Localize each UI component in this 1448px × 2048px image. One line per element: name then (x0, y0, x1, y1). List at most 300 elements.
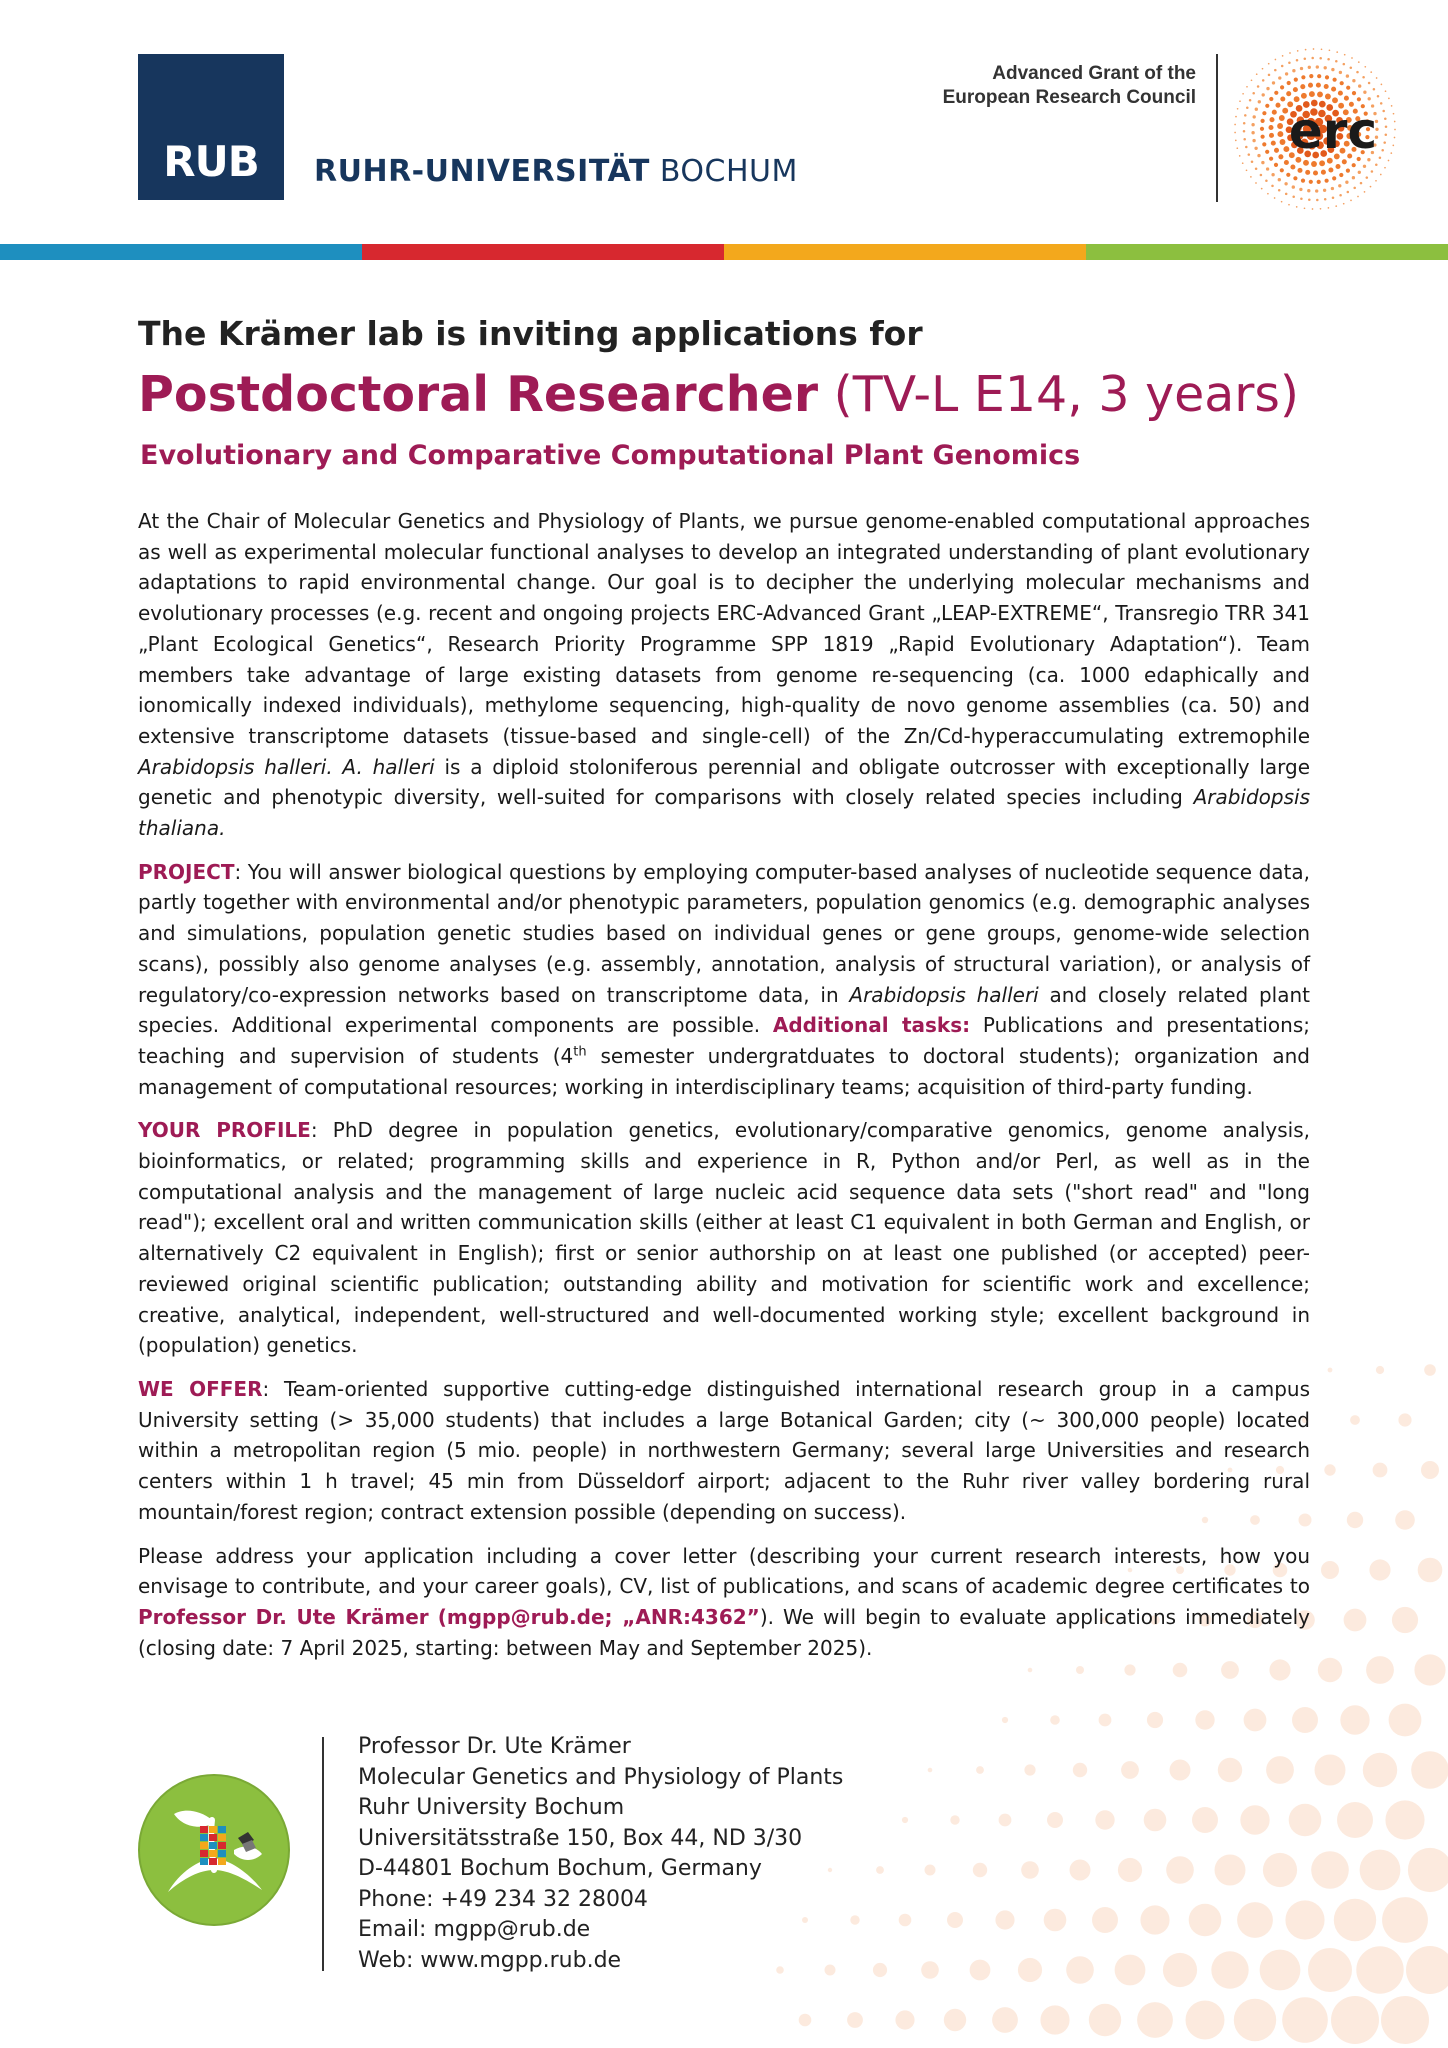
background-dot (1044, 1909, 1067, 1932)
erc-logo-dot (1293, 176, 1297, 180)
erc-logo-dot (1294, 78, 1298, 82)
erc-logo-dot (1352, 79, 1355, 82)
erc-logo-dot (1261, 135, 1265, 139)
erc-logo-dot (1382, 110, 1385, 113)
background-dot (992, 2007, 1018, 2033)
erc-logo-dot (1312, 208, 1314, 210)
erc-logo-dot (1262, 79, 1265, 82)
erc-logo-dot (1300, 84, 1305, 89)
erc-logo-dot (1251, 161, 1254, 164)
erc-logo-dot (1357, 97, 1361, 101)
background-dot (1360, 1850, 1401, 1891)
stripe-green (1086, 244, 1448, 260)
stripe-orange (724, 244, 1086, 260)
background-dot (1115, 1955, 1146, 1986)
erc-logo-dot (1236, 147, 1238, 149)
erc-logo-dot (1300, 197, 1303, 200)
erc-logo-dot (1272, 81, 1275, 84)
background-dot (1340, 1705, 1369, 1734)
profile-paragraph (138, 1115, 1310, 1361)
background-dot (1195, 1710, 1214, 1729)
background-dot (947, 1912, 963, 1928)
background-dot (1414, 1654, 1445, 1685)
erc-logo-dot (1321, 170, 1326, 175)
erc-logo-dot (1331, 87, 1336, 92)
headline-intro: The Krämer lab is inviting applications for (138, 314, 923, 353)
erc-logo-dot (1301, 179, 1305, 183)
job-title-details: (TV-L E14, 3 years) (833, 366, 1300, 423)
project-text-1: : You will answer biological questions by employing computer-based analyses of nucleotide sequence data, partly together with environmental and/or phenotypic parameters, population genomics (e.g. demographic analyses and simulations, population genetic studies based on individual genes or gene groups, genome-wide selection scans), possibly also genome analyses (e.g. assembly, annotation, analysis of structural variation), or analysis of regulatory/co-expression networks based on transcriptome data, in (138, 859, 1310, 1007)
rub-logo (138, 54, 284, 200)
erc-logo-dot (1325, 94, 1331, 100)
background-dot (1024, 1764, 1035, 1775)
erc-logo-dot (1274, 148, 1279, 153)
background-dot (1324, 1464, 1335, 1475)
erc-logo-dot (1308, 199, 1311, 202)
project-text-2: and closely related plant species. Additional experimental components are possible. (138, 982, 1311, 1038)
erc-logo-dot (1335, 164, 1340, 169)
erc-logo-dot (1346, 74, 1349, 77)
background-dot (1382, 1897, 1428, 1943)
background-dot (1285, 1900, 1324, 1939)
background-dot (1040, 2005, 1069, 2034)
job-title (138, 366, 1299, 423)
erc-logo-dot (1262, 111, 1266, 115)
background-dot (973, 1863, 987, 1877)
background-dot (1334, 1899, 1376, 1941)
erc-logo-dot (1352, 163, 1356, 167)
erc-logo-dot (1328, 207, 1330, 209)
erc-logo-dot (1381, 149, 1384, 152)
erc-logo-dot (1271, 173, 1274, 176)
erc-logo-dot (1325, 179, 1329, 183)
erc-logo-dot (1323, 189, 1326, 192)
background-dot (1311, 1851, 1349, 1889)
background-dot (850, 1915, 859, 1924)
erc-logo-dot (1253, 115, 1256, 118)
erc-logo-dot (1309, 180, 1313, 184)
background-dot (1318, 1658, 1342, 1682)
erc-logo-dot (1293, 87, 1298, 92)
background-dot (902, 1817, 908, 1823)
erc-logo-dot (1321, 48, 1323, 50)
erc-logo-dot (1356, 71, 1359, 74)
erc-logo-dot (1266, 87, 1269, 90)
background-dot (1047, 1812, 1063, 1828)
erc-logo-dot (1339, 71, 1342, 74)
rub-logo-text: RUB (163, 137, 259, 186)
background-dot (1211, 1951, 1248, 1988)
erc-logo-dot (1311, 57, 1314, 60)
erc-logo-dot (1324, 66, 1327, 69)
erc-logo-dot (1380, 102, 1383, 105)
erc-logo-dot (1239, 155, 1241, 157)
erc-logo-dot (1285, 193, 1288, 196)
erc-logo-dot (1237, 108, 1239, 110)
erc-logo-dot (1265, 104, 1269, 108)
erc-line-1: Advanced Grant of the (992, 63, 1196, 84)
erc-logo-dot (1277, 123, 1283, 129)
erc-logo-dot (1278, 154, 1283, 159)
job-description (138, 506, 1310, 1676)
background-dot (970, 1960, 991, 1981)
erc-logo-dot (1242, 162, 1244, 164)
background-dot (1170, 1760, 1191, 1781)
background-dot (1070, 1860, 1091, 1881)
erc-logo-dot (1261, 119, 1265, 123)
footer-divider (322, 1737, 324, 1971)
background-dot (1002, 1717, 1008, 1723)
erc-logo-dot (1390, 152, 1392, 154)
erc-logo-dot (1328, 167, 1333, 172)
erc-logo-dot (1271, 141, 1276, 146)
erc-logo-dot (1313, 48, 1315, 50)
contact-address (358, 1732, 843, 1976)
erc-logo-dot (1317, 91, 1323, 97)
erc-logo-dot (1288, 204, 1290, 206)
erc-logo-dot (1255, 167, 1258, 170)
background-dot (1369, 1559, 1390, 1580)
erc-logo-dot (1311, 161, 1317, 167)
erc-logo-dot (1299, 188, 1302, 191)
university-name-regular: BOCHUM (659, 154, 798, 189)
background-dot (1050, 1715, 1060, 1725)
erc-logo-dot (1265, 150, 1269, 154)
university-name-bold: RUHR-UNIVERSITÄT (314, 154, 650, 189)
erc-logo-dot (1278, 178, 1281, 181)
erc-logo-dot (1335, 205, 1337, 207)
erc-logo-dot (1352, 176, 1355, 179)
erc-logo-dot (1275, 103, 1280, 108)
erc-logo-dot (1246, 106, 1249, 109)
address-line: Universitätsstraße 150, Box 44, ND 3/30 (358, 1825, 803, 1851)
erc-logo-dot (1351, 57, 1353, 59)
erc-logo-dot (1325, 75, 1329, 79)
erc-logo-dot (1261, 161, 1264, 164)
erc-logo-dot (1394, 121, 1396, 123)
erc-logo-dot (1251, 79, 1253, 81)
profile-label: YOUR PROFILE (138, 1118, 311, 1143)
erc-logo-dot (1344, 54, 1346, 56)
background-dot (1282, 1997, 1328, 2043)
erc-logo-dot (1309, 74, 1313, 78)
erc-logo-dot (1278, 76, 1281, 79)
background-dot (1215, 1855, 1246, 1886)
erc-logo-dot (1246, 86, 1248, 88)
erc-grant-label (943, 62, 1196, 110)
erc-logo-dot (1246, 169, 1248, 171)
erc-logo-dot (1277, 131, 1283, 137)
erc-logo-dot (1313, 170, 1318, 175)
erc-logo-dot (1358, 61, 1360, 63)
erc-logo-dot (1269, 157, 1273, 161)
erc-logo-dot (1381, 84, 1383, 86)
erc-logo-dot (1296, 59, 1299, 62)
erc-logo-dot (1288, 62, 1291, 65)
erc-logo-dot (1308, 66, 1311, 69)
erc-logo-dot (1333, 78, 1337, 82)
background-dot (1381, 1996, 1429, 2044)
erc-logo-dot (1316, 199, 1319, 202)
tasks-text-1: Publications and presentations; teaching and supervision of students (4 (138, 1013, 1310, 1068)
erc-logo-dot (1268, 125, 1273, 130)
erc-logo-dot (1305, 170, 1310, 175)
erc-logo-dot (1342, 159, 1347, 164)
erc-logo-dot (1260, 174, 1263, 177)
background-dot (899, 1914, 912, 1927)
erc-logo-dot (1380, 174, 1382, 176)
erc-logo-dot (1347, 191, 1350, 194)
erc-logo-dot (1375, 180, 1377, 182)
background-dot (1331, 1996, 1379, 2044)
erc-logo-text: erc (1288, 102, 1378, 160)
erc-logo-dot (1244, 114, 1247, 117)
erc-logo-dot (1346, 86, 1350, 90)
background-dot (995, 1910, 1014, 1929)
erc-logo-dot (1281, 65, 1284, 68)
background-dot (1350, 1415, 1360, 1425)
erc-logo-dot (1297, 168, 1302, 173)
erc-logo-dot (1350, 200, 1352, 202)
background-dot (1099, 1714, 1112, 1727)
intro-species-1: Arabidopsis halleri. A. halleri (138, 754, 435, 779)
erc-line-2: European Research Council (942, 87, 1196, 108)
erc-logo-dot (1366, 176, 1369, 179)
stripe-blue (0, 244, 362, 260)
background-dot (1218, 1758, 1242, 1782)
erc-logo-dot (1340, 81, 1344, 85)
erc-logo-dot (1339, 194, 1342, 197)
background-dot (1244, 1709, 1267, 1732)
erc-logo-dot (1255, 182, 1257, 184)
project-species: Arabidopsis halleri (849, 982, 1039, 1007)
background-dot (1395, 1510, 1415, 1530)
background-dot (1321, 1561, 1339, 1579)
background-dot (1140, 1905, 1169, 1934)
erc-logo-dot (1360, 182, 1363, 185)
erc-logo-dot (1252, 92, 1255, 95)
erc-logo-dot (1363, 165, 1366, 168)
erc-logo-dot (1317, 74, 1321, 78)
erc-logo-dot (1385, 125, 1388, 128)
erc-logo-dot (1243, 130, 1246, 133)
erc-logo-dot (1388, 98, 1390, 100)
erc-logo-dot (1335, 60, 1338, 63)
background-dot (1234, 1999, 1276, 2041)
background-dot (1344, 1609, 1367, 1632)
erc-logo-dot (1296, 206, 1298, 208)
background-dot (1418, 1558, 1443, 1583)
background-dot (1289, 1804, 1322, 1837)
erc-logo-dot (1338, 91, 1343, 96)
erc-logo-dot (1274, 69, 1277, 72)
background-dot (1421, 1461, 1439, 1479)
address-line: Email: mgpp@rub.de (358, 1917, 591, 1942)
erc-logo-dot (1287, 81, 1291, 85)
erc-logo-dot (1343, 203, 1345, 205)
background-dot (1376, 1366, 1384, 1374)
erc-logo-dot (1338, 184, 1341, 187)
erc-logo-dot (1286, 173, 1290, 177)
erc-logo-dot (1332, 176, 1336, 180)
erc-logo-dot (1280, 96, 1285, 101)
erc-logo-dot (1336, 51, 1338, 53)
erc-logo-dot (1370, 71, 1372, 73)
erc-logo-dot (1373, 88, 1376, 91)
application-paragraph (138, 1541, 1310, 1664)
erc-logo-dot (1243, 138, 1246, 141)
erc-logo-dot (1368, 82, 1371, 85)
erc-logo-dot (1265, 180, 1268, 183)
erc-logo-dot (1284, 160, 1289, 165)
erc-logo-dot (1379, 157, 1382, 160)
erc-logo-dot (1345, 181, 1348, 184)
erc-logo-dot (1304, 57, 1307, 60)
background-dot (1260, 1950, 1301, 1991)
erc-logo-dot (1332, 196, 1335, 199)
erc-logo-dot (1280, 168, 1284, 172)
background-dot (1337, 1802, 1373, 1838)
erc-logo-dot (1251, 131, 1254, 134)
erc-logo-dot (1285, 72, 1288, 75)
background-dot (1424, 1364, 1436, 1376)
background-dot (1292, 1707, 1318, 1733)
erc-logo-dot (1234, 124, 1236, 126)
background-dot (950, 1815, 959, 1824)
address-line: Professor Dr. Ute Krämer (358, 1734, 631, 1759)
tasks-superscript: th (573, 1044, 587, 1060)
background-dot (1263, 1853, 1297, 1887)
tasks-text-2: semester undergratduates to doctoral students); organization and management of computational resources; working in interdisciplinary teams; acquisition of third-party funding. (138, 1043, 1310, 1099)
erc-logo-dot (1307, 189, 1310, 192)
erc-logo-dot (1331, 68, 1334, 71)
color-stripe-bar (0, 244, 1448, 260)
erc-logo-dot (1376, 77, 1378, 79)
background-dot (944, 2009, 966, 2031)
application-contact-name: Professor Dr. Ute Krämer (138, 1604, 429, 1629)
erc-logo-dot (1274, 197, 1276, 199)
erc-logo-dot (1319, 160, 1325, 166)
background-dot (847, 2012, 863, 2028)
erc-logo-dot (1252, 139, 1255, 142)
erc-logo-dot (1272, 110, 1277, 115)
job-subtitle: Evolutionary and Comparative Computational Plant Genomics (140, 440, 1081, 471)
erc-logo-dot (1260, 127, 1264, 131)
background-dot (1066, 1956, 1094, 1984)
background-dot (1144, 1809, 1167, 1832)
background-dot (1389, 1704, 1422, 1737)
application-text-1: Please address your application including a cover letter (describing your current research interests, how you envisage to contribute, and your career goals), CV, list of publications, and scans of academic degree certificates to (138, 1543, 1310, 1599)
erc-logo-dot (1249, 99, 1252, 102)
background-dot (1021, 1861, 1039, 1879)
erc-logo-dot (1384, 118, 1387, 121)
intro-species-2: Arabidopsis thaliana. (138, 785, 1310, 841)
erc-logo-dot (1267, 193, 1269, 195)
erc-logo-dot (1385, 133, 1388, 136)
erc-logo-dot (1292, 195, 1295, 198)
erc-logo-dot (1274, 91, 1278, 95)
erc-logo-dot (1242, 93, 1244, 95)
background-dot (1411, 1751, 1448, 1789)
erc-logo-dot (1248, 153, 1251, 156)
erc-logo-dot (1300, 67, 1303, 70)
application-contact-email: (mgpp@rub.de; „ANR:4362” (437, 1604, 760, 1629)
erc-logo-dot (1280, 139, 1286, 145)
background-dot (1237, 1902, 1273, 1938)
project-label: PROJECT (138, 859, 235, 884)
erc-logo-dot (1392, 145, 1394, 147)
erc-logo-dot (1245, 146, 1248, 149)
erc-logo-dot (1370, 186, 1372, 188)
erc-logo-dot (1239, 100, 1241, 102)
erc-logo-dot (1331, 187, 1334, 190)
background-dot (1092, 1907, 1118, 1933)
address-line: Phone: +49 234 32 28004 (358, 1886, 648, 1912)
background-dot (1385, 1800, 1424, 1839)
erc-logo-dot (1297, 50, 1299, 52)
background-dot (1408, 1848, 1448, 1892)
intro-text-2: is a diploid stoloniferous perennial and obligate outcrosser with exceptionally large genetic and phenotypic diversity, well-suited for comparisons with closely related species including (138, 754, 1310, 810)
erc-logo-dot (1363, 91, 1366, 94)
erc-logo-dot (1368, 97, 1371, 100)
erc-logo-dot (1275, 59, 1277, 61)
erc-logo-dot (1255, 108, 1258, 111)
project-paragraph (138, 857, 1310, 1103)
erc-logo-dot (1274, 163, 1278, 167)
erc-logo-dot (1384, 167, 1386, 169)
erc-logo-dot (1234, 132, 1236, 134)
background-dot (1240, 1805, 1269, 1834)
erc-logo-dot (1254, 147, 1257, 150)
background-dot (1366, 1656, 1394, 1684)
background-dot (1266, 1756, 1294, 1784)
erc-logo-dot (1292, 185, 1295, 188)
background-dot (1095, 1810, 1114, 1829)
erc-logo-dot (1316, 83, 1321, 88)
background-dot (1186, 2001, 1225, 2040)
address-line: Ruhr University Bochum (358, 1795, 625, 1820)
erc-logo-dot (1286, 91, 1291, 96)
erc-logo-dot (1250, 176, 1252, 178)
erc-logo-dot (1320, 208, 1322, 210)
erc-logo-dot (1344, 96, 1349, 101)
background-dot (1118, 1858, 1142, 1882)
erc-logo-dot (1329, 49, 1331, 51)
background-dot (1363, 1753, 1397, 1787)
offer-label: WE OFFER (138, 1376, 263, 1401)
offer-paragraph (138, 1374, 1310, 1528)
erc-logo-dot (1258, 100, 1261, 103)
erc-logo-dot (1364, 191, 1366, 193)
mgpp-plant-logo (138, 1774, 290, 1926)
erc-logo-dot (1235, 116, 1237, 118)
erc-logo-dot (1339, 173, 1343, 177)
erc-logo (1230, 44, 1400, 214)
background-dot (876, 1866, 884, 1874)
erc-logo-dot (1269, 117, 1274, 122)
erc-logo-dot (1284, 182, 1287, 185)
background-dot (1192, 1807, 1218, 1833)
tasks-label: Additional tasks: (772, 1013, 971, 1038)
background-dot (1373, 1463, 1388, 1478)
erc-logo-dot (1391, 105, 1393, 107)
erc-logo-dot (1256, 73, 1258, 75)
erc-logo-dot (1383, 141, 1386, 144)
background-dot (928, 1768, 933, 1773)
erc-logo-dot (1261, 188, 1263, 190)
background-dot (1398, 1413, 1411, 1426)
erc-logo-dot (1375, 164, 1378, 167)
